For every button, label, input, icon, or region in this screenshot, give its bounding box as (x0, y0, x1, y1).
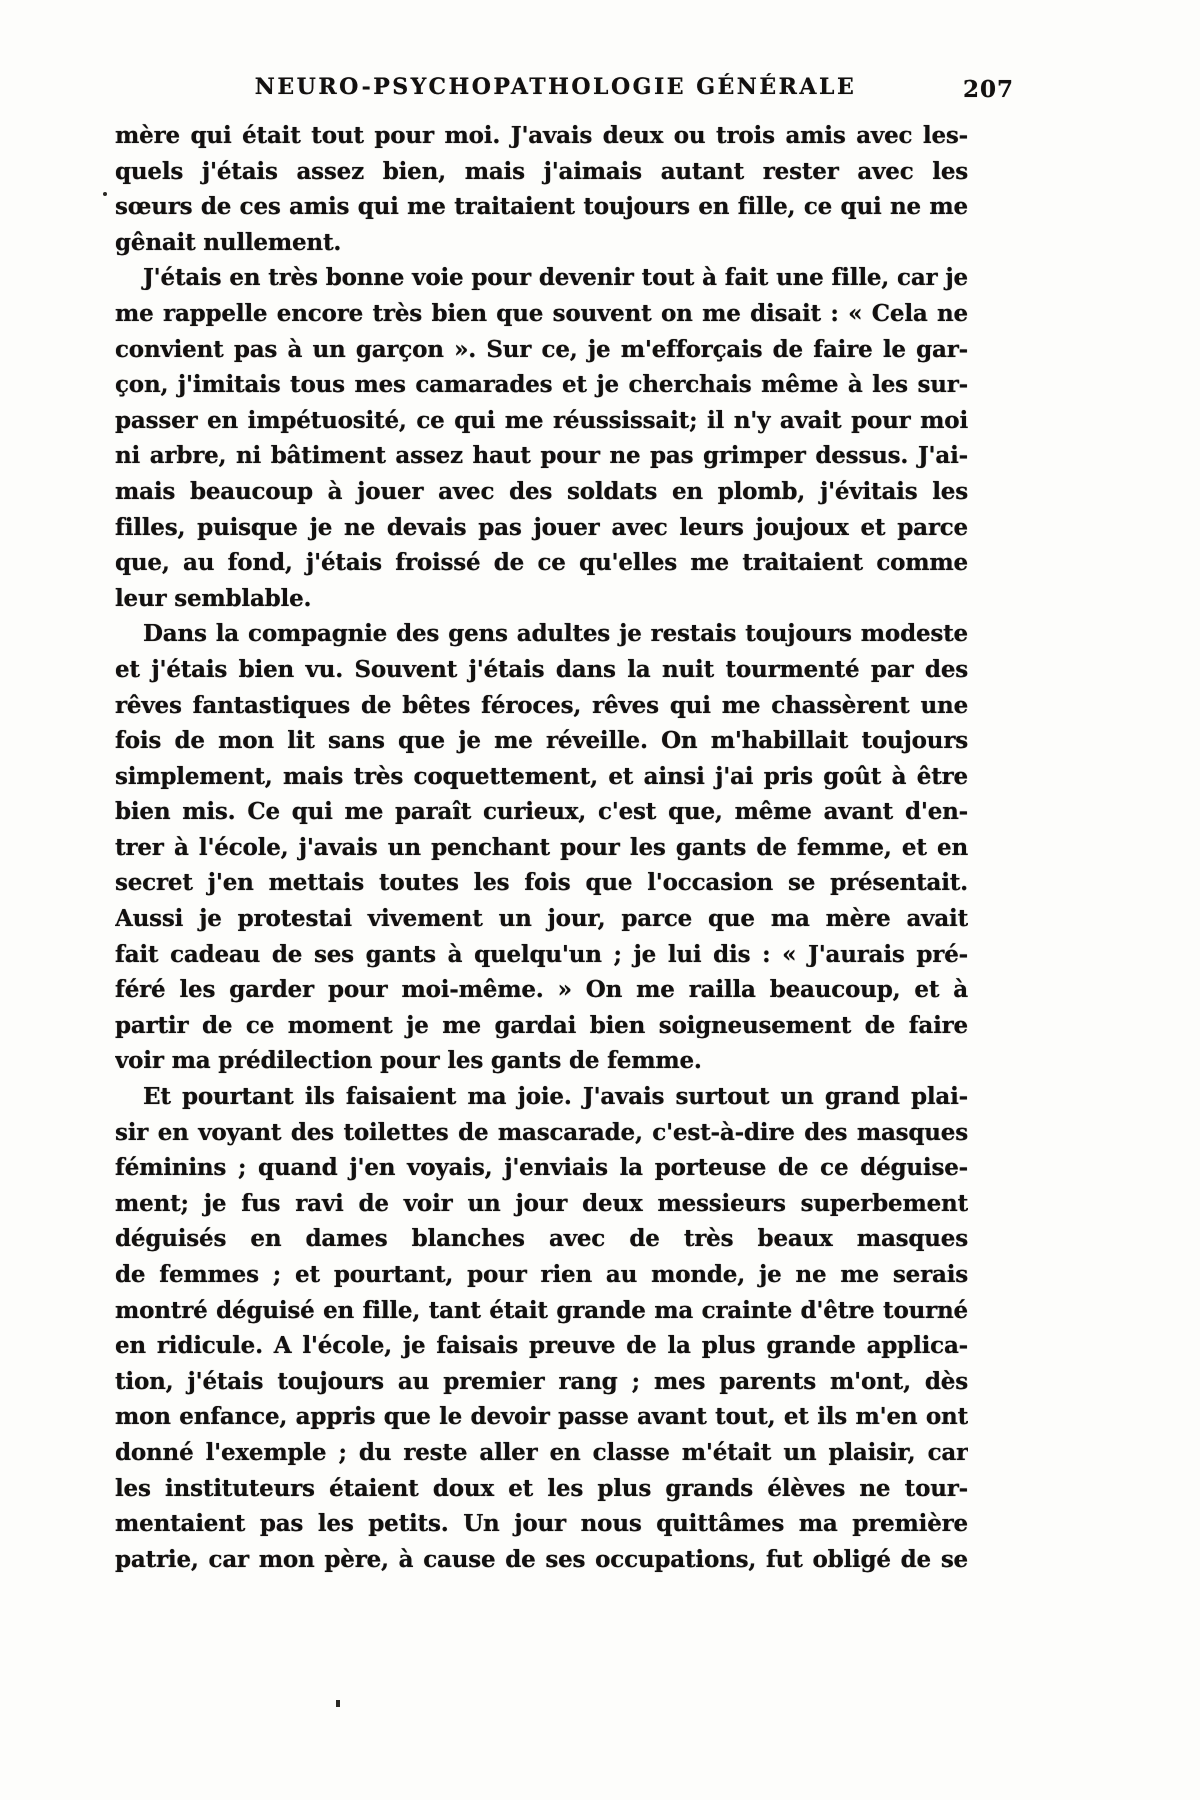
ink-speck (336, 1700, 340, 1707)
text-line: filles, puisque je ne devais pas jouer avec leurs joujoux et parce (115, 513, 968, 541)
text-line: leur semblable. (115, 584, 312, 612)
text-line: patrie, car mon père, à cause de ses occupations, fut obligé de se (115, 1545, 968, 1573)
text-line: de femmes ; et pourtant, pour rien au monde, je ne me serais (115, 1261, 968, 1288)
text-line: en ridicule. A l'école, je faisais preuve de la plus grande applica- (115, 1332, 968, 1360)
text-line: montré déguisé en fille, tant était grande ma crainte d'être tourné (115, 1296, 968, 1324)
text-line: gênait nullement. (115, 228, 342, 256)
text-line: Et pourtant ils faisaient ma joie. J'avais surtout un grand plai- (143, 1083, 968, 1111)
text-line: donné l'exemple ; du reste aller en classe m'était un plaisir, car (115, 1438, 968, 1466)
text-line: passer en impétuosité, ce qui me réussissait; il n'y avait pour moi (115, 406, 968, 434)
running-head (115, 74, 1015, 108)
text-line: ment; je fus ravi de voir un jour deux messieurs superbement (115, 1189, 968, 1217)
text-line: déguisés en dames blanches avec de très beaux masques (115, 1225, 968, 1253)
text-line: mère qui était tout pour moi. J'avais deux ou trois amis avec les- (115, 122, 968, 149)
text-line: çon, j'imitais tous mes camarades et je cherchais même à les sur- (115, 371, 968, 399)
text-line: mais beaucoup à jouer avec des soldats en plomb, j'évitais les (115, 477, 968, 505)
text-line: que, au fond, j'étais froissé de ce qu'elles me traitaient comme (115, 549, 968, 577)
text-line: simplement, mais très coquettement, et ainsi j'ai pris goût à être (115, 762, 968, 790)
text-line: et j'étais bien vu. Souvent j'étais dans la nuit tourmenté par des (115, 655, 968, 683)
text-line: bien mis. Ce qui me paraît curieux, c'est que, même avant d'en- (115, 798, 968, 826)
text-line: convient pas à un garçon ». Sur ce, je m'efforçais de faire le gar- (115, 335, 968, 363)
text-line: fois de mon lit sans que je me réveille. On m'habillait toujours (115, 727, 968, 755)
text-line: fait cadeau de ses gants à quelqu'un ; je lui dis : « J'aurais pré- (115, 940, 968, 968)
text-line: féré les garder pour moi-même. » On me railla beaucoup, et à (115, 976, 968, 1004)
text-line: secret j'en mettais toutes les fois que l'occasion se présentait. (115, 869, 968, 897)
page-number: 207 (963, 76, 1015, 103)
page-title: NEURO-PSYCHOPATHOLOGIE GÉNÉRALE (254, 74, 857, 100)
text-line: féminins ; quand j'en voyais, j'enviais la porteuse de ce déguise- (115, 1154, 968, 1182)
text-line: J'étais en très bonne voie pour devenir tout à fait une fille, car je (143, 264, 968, 292)
text-line: sir en voyant des toilettes de mascarade, c'est-à-dire des masques (115, 1118, 968, 1146)
text-line: trer à l'école, j'avais un penchant pour les gants de femme, et en (115, 833, 968, 861)
text-line: quels j'étais assez bien, mais j'aimais autant rester avec les (115, 157, 968, 185)
text-line: les instituteurs étaient doux et les plus grands élèves ne tour- (115, 1474, 968, 1502)
text-line: ni arbre, ni bâtiment assez haut pour ne pas grimper dessus. J'ai- (115, 442, 968, 470)
text-line: Dans la compagnie des gens adultes je restais toujours modeste (143, 620, 968, 648)
text-line: mentaient pas les petits. Un jour nous quittâmes ma première (115, 1510, 968, 1538)
text-line: tion, j'étais toujours au premier rang ; mes parents m'ont, dès (115, 1367, 968, 1395)
text-line: mon enfance, appris que le devoir passe avant tout, et ils m'en ont (115, 1403, 968, 1431)
text-line: me rappelle encore très bien que souvent on me disait : « Cela ne (115, 299, 968, 327)
text-block (115, 118, 968, 1577)
text-line: partir de ce moment je me gardai bien soigneusement de faire (115, 1011, 968, 1039)
text-line: Aussi je protestai vivement un jour, parce que ma mère avait (115, 905, 968, 933)
ink-speck (103, 192, 107, 196)
text-line: rêves fantastiques de bêtes féroces, rêves qui me chassèrent une (115, 691, 968, 719)
text-line: voir ma prédilection pour les gants de femme. (115, 1047, 702, 1075)
text-line: sœurs de ces amis qui me traitaient toujours en fille, ce qui ne me (115, 193, 968, 221)
